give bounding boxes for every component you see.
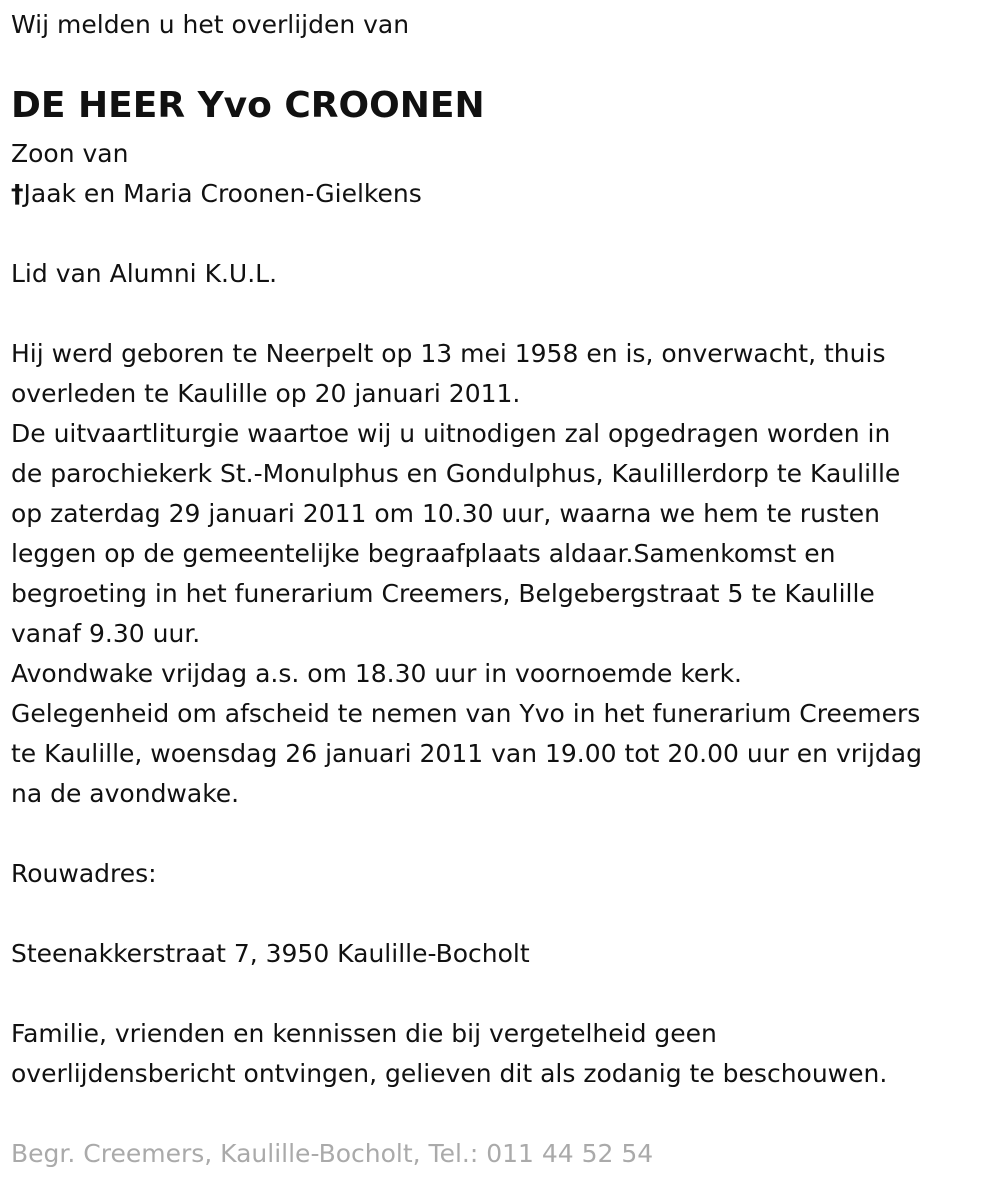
mourning-label: Rouwadres: (11, 859, 157, 888)
mourning-address: Steenakkerstraat 7, 3950 Kaulille-Bocholt (11, 939, 530, 968)
footer-text: Begr. Creemers, Kaulille-Bocholt, Tel.: 011 44 52 54 (11, 1139, 654, 1168)
body-line: te Kaulille, woensdag 26 januari 2011 van 19.00 tot 20.00 uur en vrijdag (11, 739, 922, 768)
body-line: de parochiekerk St.-Monulphus en Gondulphus, Kaulillerdorp te Kaulille (11, 459, 901, 488)
body-line: Hij werd geboren te Neerpelt op 13 mei 1958 en is, onverwacht, thuis (11, 339, 886, 368)
body-line: De uitvaartliturgie waartoe wij u uitnodigen zal opgedragen worden in (11, 419, 891, 448)
family-note-line: Familie, vrienden en kennissen die bij vergetelheid geen (11, 1019, 717, 1048)
body-line: leggen op de gemeentelijke begraafplaats aldaar.Samenkomst en (11, 539, 836, 568)
body-line: op zaterdag 29 januari 2011 om 10.30 uur, waarna we hem te rusten (11, 499, 880, 528)
cross-icon: † (11, 179, 24, 208)
mourning-address-block (11, 934, 530, 974)
family-note-block (11, 1014, 887, 1094)
membership-text: Lid van Alumni K.U.L. (11, 259, 278, 288)
parents-block (11, 134, 422, 214)
body-line: na de avondwake. (11, 779, 240, 808)
body-line: Gelegenheid om afscheid te nemen van Yvo in het funerarium Creemers (11, 699, 921, 728)
mourning-label-block (11, 854, 157, 894)
footer-block (11, 1134, 653, 1174)
main-text-block (11, 334, 922, 814)
relation-text: Zoon van (11, 139, 129, 168)
deceased-name: DE HEER Yvo CROONEN (11, 85, 485, 126)
membership-block (11, 254, 277, 294)
body-line: Avondwake vrijdag a.s. om 18.30 uur in voornoemde kerk. (11, 659, 743, 688)
body-line: overleden te Kaulille op 20 januari 2011. (11, 379, 521, 408)
body-line: begroeting in het funerarium Creemers, Belgebergstraat 5 te Kaulille (11, 579, 875, 608)
parents-line (11, 174, 422, 214)
family-note-line: overlijdensbericht ontvingen, gelieven dit als zodanig te beschouwen. (11, 1059, 888, 1088)
body-line: vanaf 9.30 uur. (11, 619, 201, 648)
intro-text: Wij melden u het overlijden van (11, 10, 410, 39)
parents-names: Jaak en Maria Croonen-Gielkens (23, 179, 422, 208)
